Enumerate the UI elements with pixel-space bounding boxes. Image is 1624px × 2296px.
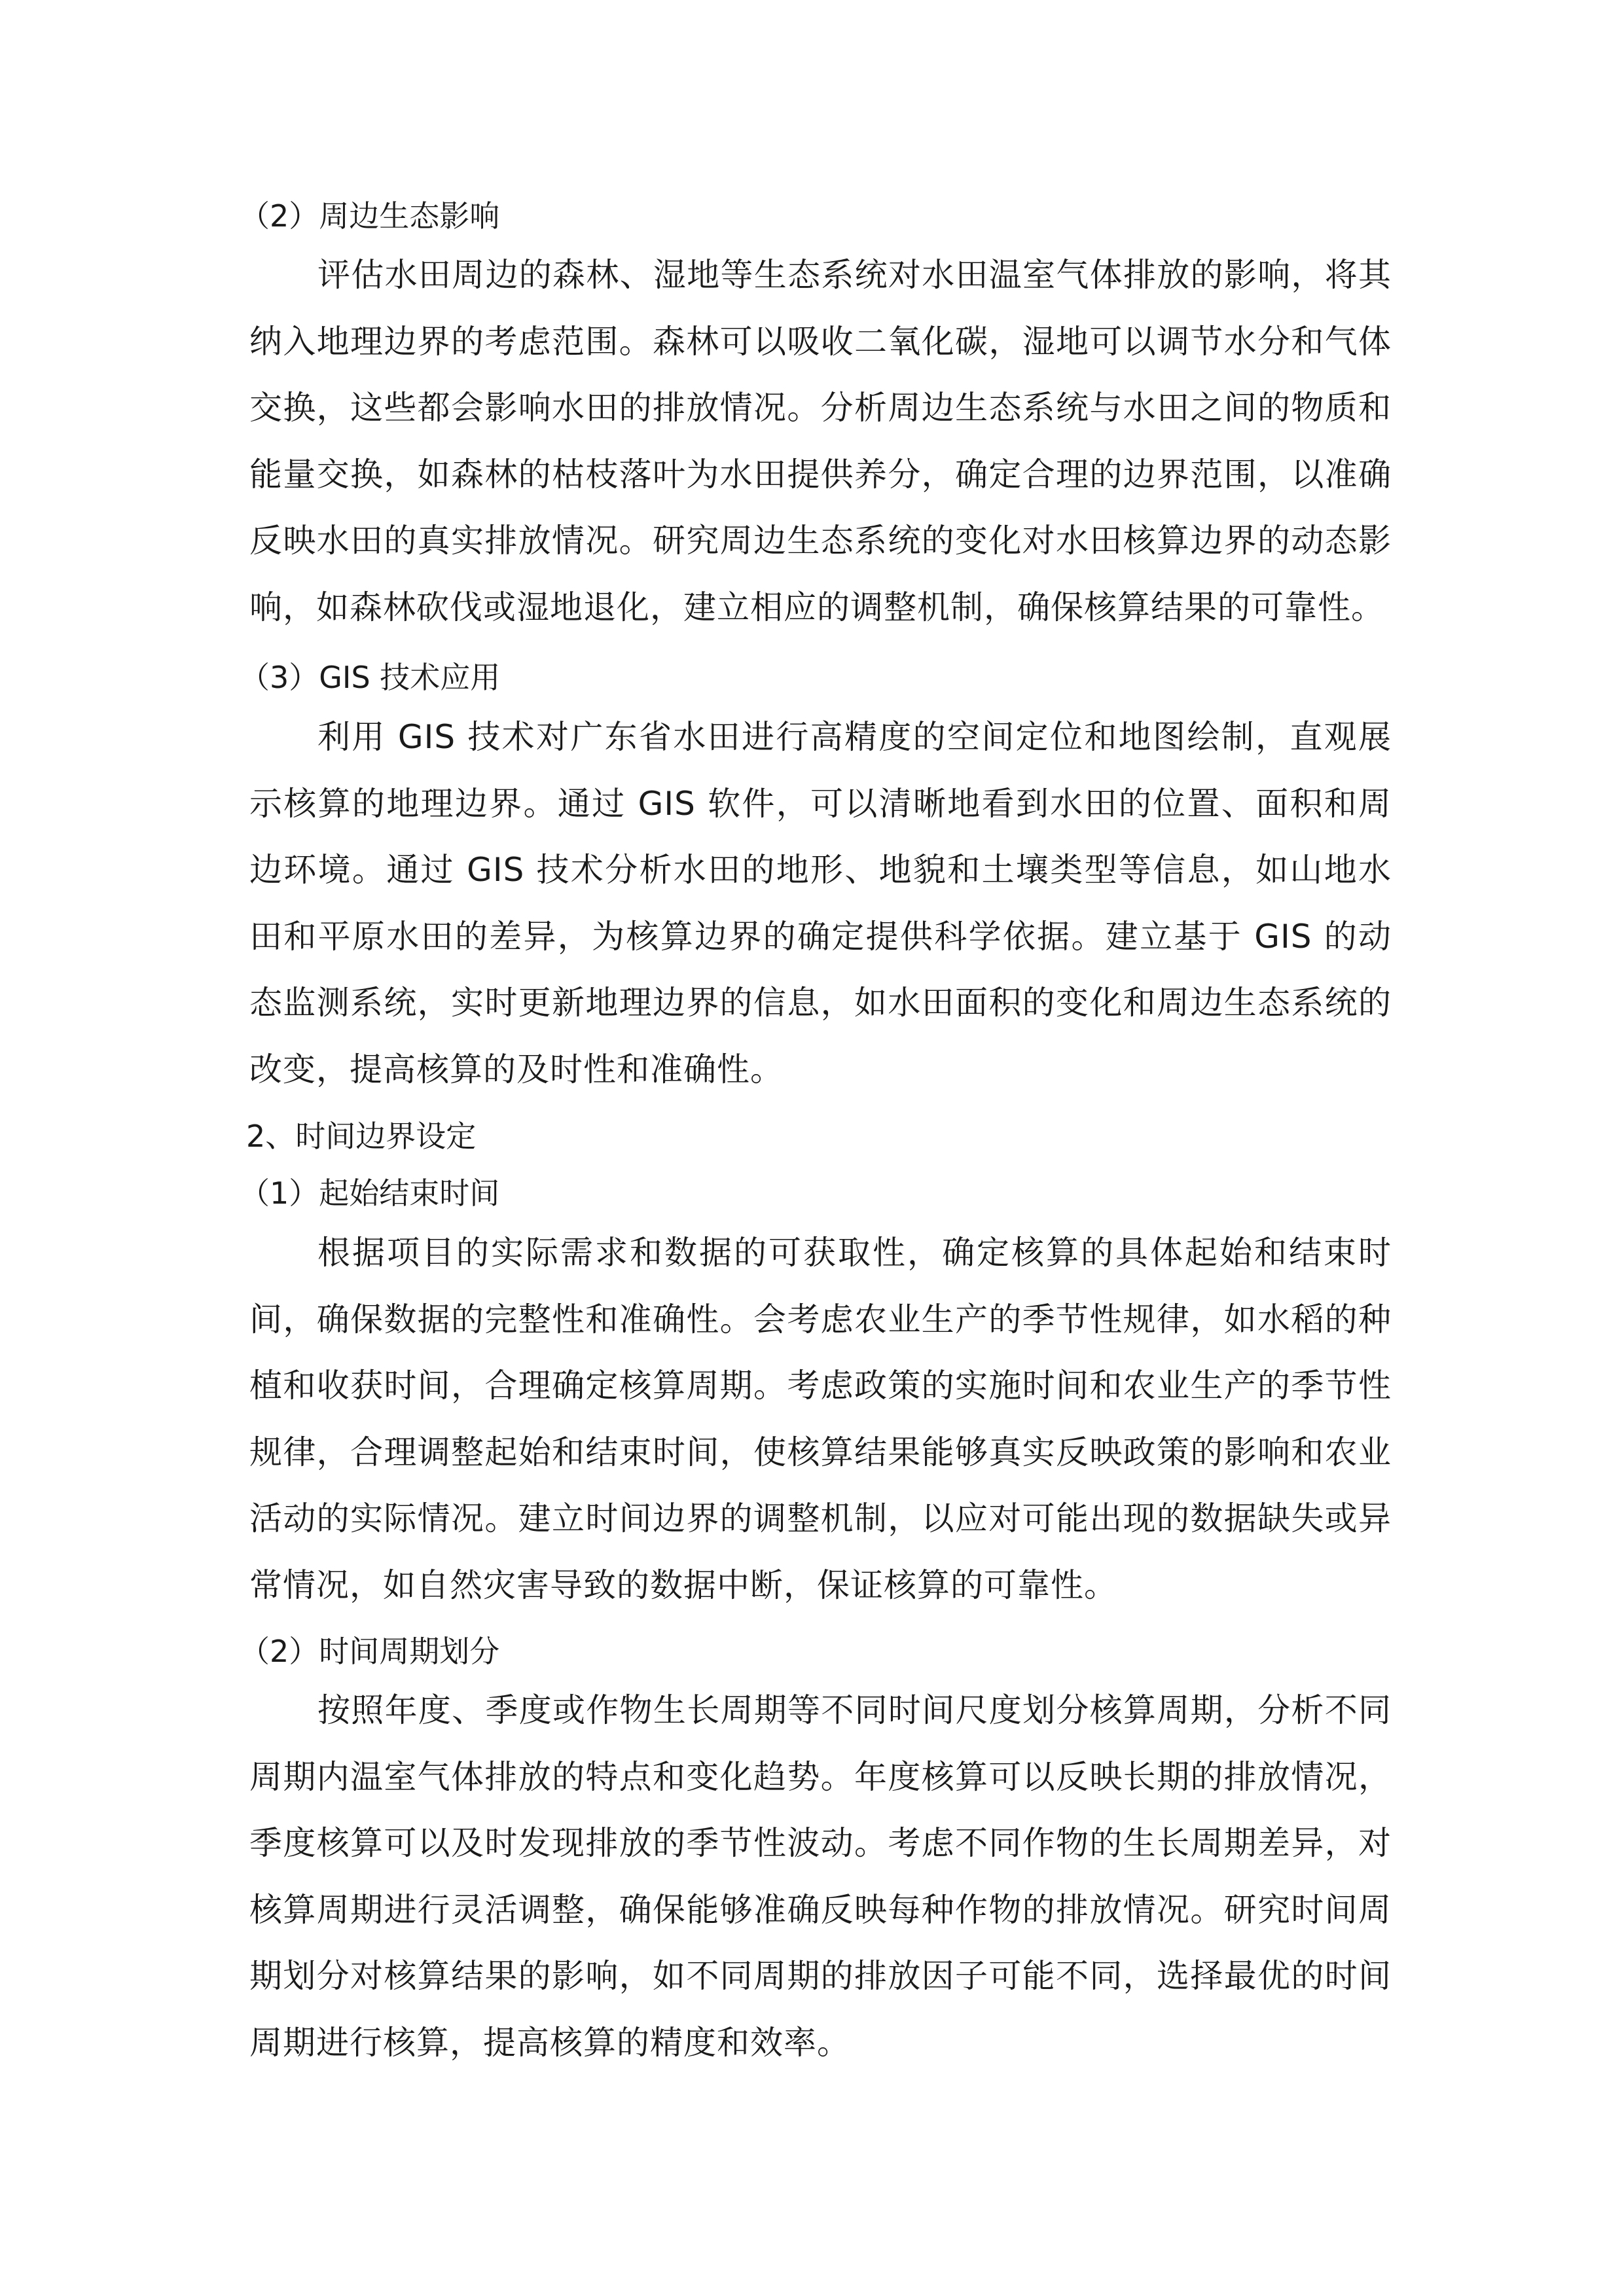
section-heading-surrounding-ecology: （2）周边生态影响: [240, 198, 500, 234]
section-heading-gis-application: （3）GIS 技术应用: [240, 660, 501, 695]
paragraph-start-end-time: 根据项目的实际需求和数据的可获取性，确定核算的具体起始和结束时间，确保数据的完整性和准确性。会考虑农业生产的季节性规律，如水稻的种植和收获时间，合理确定核算周期。考虑政策的实施时间和农业生产的季节性规律，合理调整起始和结束时间，使核算结果能够真实反映政策的影响和农业活动的实际情况。建立时间边界的调整机制，以应对可能出现的数据缺失或异常情况，如自然灾害导致的数据中断，保证核算的可靠性。: [249, 1234, 1392, 1604]
section-heading-time-boundary: 2、时间边界设定: [246, 1119, 477, 1154]
section-heading-start-end-time: （1）起始结束时间: [240, 1175, 500, 1211]
paragraph-time-period-division: 按照年度、季度或作物生长周期等不同时间尺度划分核算周期，分析不同周期内温室气体排放的特点和变化趋势。年度核算可以反映长期的排放情况，季度核算可以及时发现排放的季节性波动。考虑不同作物的生长周期差异，对核算周期进行灵活调整，确保能够准确反映每种作物的排放情况。研究时间周期划分对核算结果的影响，如不同周期的排放因子可能不同，选择最优的时间周期进行核算，提高核算的精度和效率。: [249, 1691, 1392, 2062]
paragraph-gis-application: 利用 GIS 技术对广东省水田进行高精度的空间定位和地图绘制，直观展示核算的地理边界。通过 GIS 软件，可以清晰地看到水田的位置、面积和周边环境。通过 GIS 技术分析水田的地形、地貌和土壤类型等信息，如山地水田和平原水田的差异，为核算边界的确定提供科学依据。建立基于 GIS 的动态监测系统，实时更新地理边界的信息，如水田面积的变化和周边生态系统的改变，提高核算的及时性和准确性。: [249, 718, 1392, 1088]
paragraph-surrounding-ecology: 评估水田周边的森林、湿地等生态系统对水田温室气体排放的影响，将其纳入地理边界的考虑范围。森林可以吸收二氧化碳，湿地可以调节水分和气体交换，这些都会影响水田的排放情况。分析周边生态系统与水田之间的物质和能量交换，如森林的枯枝落叶为水田提供养分，确定合理的边界范围，以准确反映水田的真实排放情况。研究周边生态系统的变化对水田核算边界的动态影响，如森林砍伐或湿地退化，建立相应的调整机制，确保核算结果的可靠性。: [249, 256, 1392, 626]
section-heading-time-period-division: （2）时间周期划分: [240, 1634, 500, 1669]
